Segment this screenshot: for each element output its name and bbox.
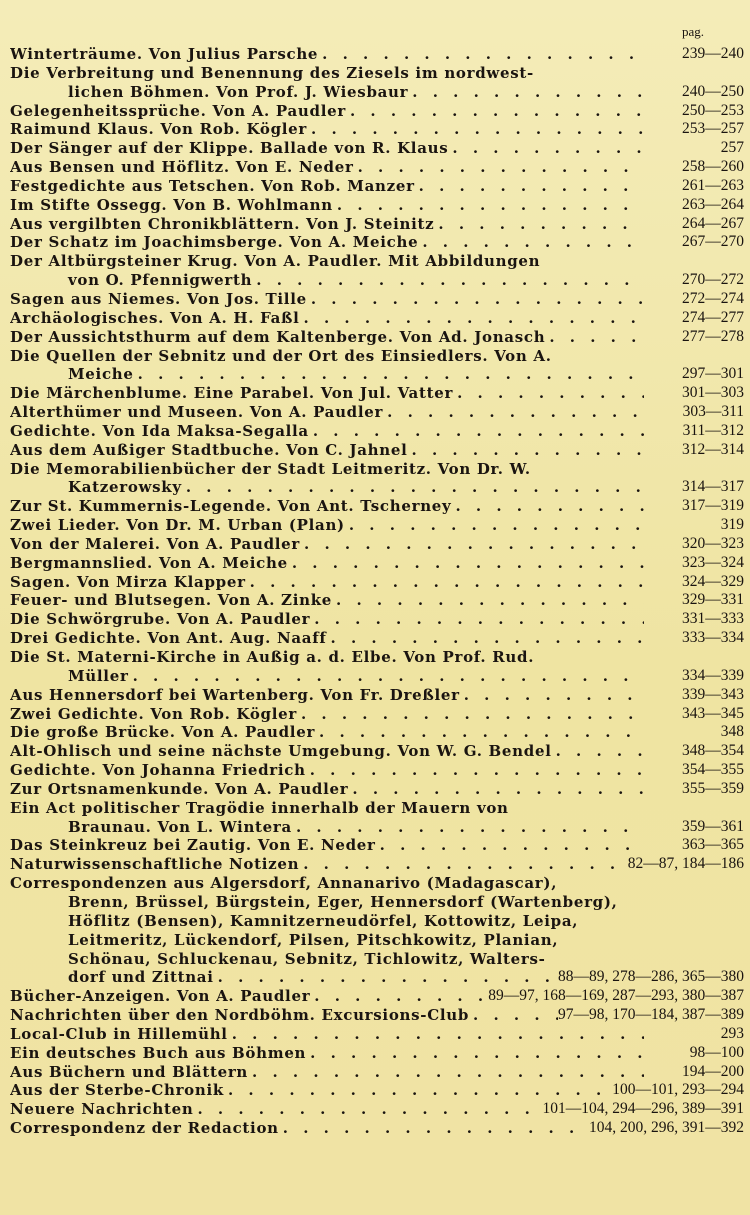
toc-entry-pages: 317—319 bbox=[682, 497, 744, 515]
toc-entry-pages: 100—101, 293—294 bbox=[612, 1081, 744, 1099]
dot-leader bbox=[451, 497, 644, 516]
dot-leader bbox=[333, 196, 644, 215]
toc-entry-title: Der Altbürgsteiner Krug. Von A. Paudler. Mit Abbildungen bbox=[10, 252, 541, 271]
toc-entry-title: Die Märchenblume. Eine Parabel. Von Jul. Vatter bbox=[10, 384, 454, 403]
dot-leader bbox=[332, 591, 644, 610]
toc-entry bbox=[10, 309, 744, 328]
toc-entry bbox=[10, 855, 744, 874]
toc-entry-title: Der Aussichtsthurm auf dem Kaltenberge. Von Ad. Jonasch bbox=[10, 327, 546, 346]
toc-entry bbox=[10, 780, 744, 799]
toc-entry bbox=[10, 196, 744, 215]
dot-leader bbox=[354, 158, 644, 177]
toc-entry-pages: 104, 200, 296, 391—392 bbox=[589, 1119, 744, 1137]
toc-entry-title: Aus Büchern und Blättern bbox=[10, 1062, 249, 1081]
toc-entry bbox=[10, 950, 744, 969]
dot-leader bbox=[299, 855, 628, 874]
toc-entry-title: Im Stifte Ossegg. Von B. Wohlmann bbox=[10, 195, 333, 214]
toc-entry-title: Brenn, Brüssel, Bürgstein, Eger, Hennersdorf (Wartenberg), bbox=[68, 892, 618, 911]
toc-entry bbox=[10, 441, 744, 460]
toc-entry-pages: 253—257 bbox=[682, 120, 744, 138]
toc-entry-pages: 334—339 bbox=[682, 666, 744, 684]
toc-entry-title: Die Verbreitung und Benennung des Ziesels im nordwest- bbox=[10, 63, 534, 82]
dot-leader bbox=[214, 968, 558, 987]
toc-entry bbox=[10, 1100, 744, 1119]
toc-entry bbox=[10, 667, 744, 686]
toc-entry bbox=[10, 987, 744, 1006]
toc-entry bbox=[10, 384, 744, 403]
toc-entry-title: Höflitz (Bensen), Kamnitzerneudörfel, Kottowitz, Leipa, bbox=[68, 911, 579, 930]
toc-entry-title: Feuer- und Blutsegen. Von A. Zinke bbox=[10, 591, 333, 610]
toc-entry-pages: 303—311 bbox=[682, 403, 744, 421]
toc-entry-title: Aus Bensen und Höflitz. Von E. Neder bbox=[10, 158, 354, 177]
toc-entry-title: Leitmeritz, Lückendorf, Pilsen, Pitschkowitz, Planian, bbox=[68, 930, 559, 949]
toc-entry-pages: 270—272 bbox=[682, 271, 744, 289]
toc-entry-pages: 82—87, 184—186 bbox=[627, 855, 744, 873]
toc-entry-pages: 331—333 bbox=[682, 610, 744, 628]
toc-entry-title: Die St. Materni-Kirche in Außig a. d. Elbe. Von Prof. Rud. bbox=[10, 648, 535, 666]
toc-entry-pages: 333—334 bbox=[682, 629, 744, 647]
toc-entry bbox=[10, 629, 744, 648]
dot-leader bbox=[248, 1063, 644, 1082]
toc-entry-pages: 297—301 bbox=[682, 365, 744, 383]
toc-entry-title: Das Steinkreuz bei Zautig. Von E. Neder bbox=[10, 836, 376, 855]
toc-entry bbox=[10, 460, 744, 479]
toc-entry bbox=[10, 554, 744, 573]
toc-entry bbox=[10, 1119, 744, 1138]
toc-entry-title: Die Quellen der Sebnitz und der Ort des Einsiedlers. Von A. bbox=[10, 346, 552, 365]
toc-entry bbox=[10, 1006, 744, 1025]
toc-entry-title: Gelegenheitssprüche. Von A. Paudler bbox=[10, 101, 346, 120]
toc-entry-pages: 343—345 bbox=[682, 704, 744, 722]
toc-entry bbox=[10, 139, 744, 158]
toc-entry-pages: 339—343 bbox=[682, 685, 744, 703]
toc-entry-title: Ein deutsches Buch aus Böhmen bbox=[10, 1043, 307, 1062]
toc-entry bbox=[10, 422, 744, 441]
toc-entry-title: Winterträume. Von Julius Parsche bbox=[10, 45, 319, 63]
dot-leader bbox=[288, 554, 644, 573]
toc-entry bbox=[10, 233, 744, 252]
toc-entry-title: lichen Böhmen. Von Prof. J. Wiesbaur bbox=[68, 82, 409, 101]
toc-entry-title: Local-Club in Hillemühl bbox=[10, 1024, 228, 1043]
toc-entry-title: Aus der Sterbe-Chronik bbox=[10, 1081, 224, 1100]
dot-leader bbox=[408, 83, 644, 102]
toc-entry bbox=[10, 761, 744, 780]
toc-entry bbox=[10, 912, 744, 931]
toc-entry-title: Nachrichten über den Nordböhm. Excursions-Club bbox=[10, 1006, 470, 1025]
toc-entry-pages: 194—200 bbox=[682, 1062, 744, 1080]
toc-entry-pages: 319 bbox=[720, 516, 744, 534]
toc-entry-title: Correspondenz der Redaction bbox=[10, 1119, 279, 1138]
dot-leader bbox=[306, 761, 644, 780]
toc-entry bbox=[10, 573, 744, 592]
toc-entry-title: Gedichte. Von Johanna Friedrich bbox=[10, 761, 306, 780]
toc-entry-pages: 263—264 bbox=[682, 195, 744, 213]
toc-entry-title: Von der Malerei. Von A. Paudler bbox=[10, 534, 301, 553]
toc-entry bbox=[10, 403, 744, 422]
toc-entry-title: Aus dem Außiger Stadtbuche. Von C. Jahnel bbox=[10, 440, 408, 459]
toc-entry bbox=[10, 535, 744, 554]
dot-leader bbox=[228, 1025, 644, 1044]
toc-entry-pages: 258—260 bbox=[682, 158, 744, 176]
toc-entry-pages: 354—355 bbox=[682, 761, 744, 779]
dot-leader bbox=[345, 516, 644, 535]
dot-leader bbox=[415, 177, 644, 196]
toc-entry bbox=[10, 799, 744, 818]
toc-entry-title: Müller bbox=[68, 666, 129, 685]
toc-entry bbox=[10, 64, 744, 83]
toc-entry bbox=[10, 328, 744, 347]
toc-entry-pages: 101—104, 294—296, 389—391 bbox=[542, 1100, 744, 1118]
toc-entry-title: Zur St. Kummernis-Legende. Von Ant. Tscherney bbox=[10, 497, 452, 516]
toc-entry bbox=[10, 893, 744, 912]
toc-entry-pages: 97—98, 170—184, 387—389 bbox=[558, 1006, 744, 1024]
toc-entry bbox=[10, 478, 744, 497]
toc-entry-title: Festgedichte aus Tetschen. Von Rob. Manzer bbox=[10, 176, 415, 195]
dot-leader bbox=[453, 384, 644, 403]
toc-entry bbox=[10, 705, 744, 724]
toc-entry-pages: 355—359 bbox=[682, 779, 744, 797]
toc-entry-title: Der Schatz im Joachimsberge. Von A. Meiche bbox=[10, 233, 419, 252]
toc-entry-title: Zwei Lieder. Von Dr. M. Urban (Plan) bbox=[10, 516, 345, 535]
toc-entry-pages: 293 bbox=[720, 1024, 744, 1042]
dot-leader bbox=[310, 610, 644, 629]
toc-entry-title: Ein Act politischer Tragödie innerhalb der Mauern von bbox=[10, 798, 509, 817]
toc-entry-title: Aus vergilbten Chronikblättern. Von J. Steinitz bbox=[10, 214, 435, 233]
toc-entry-title: Die Schwörgrube. Von A. Paudler bbox=[10, 610, 311, 629]
toc-entry bbox=[10, 516, 744, 535]
toc-entry-title: Naturwissenschaftliche Notizen bbox=[10, 855, 300, 874]
toc-entry bbox=[10, 347, 744, 366]
toc-entry bbox=[10, 252, 744, 271]
dot-leader bbox=[252, 271, 644, 290]
toc-entry-pages: 250—253 bbox=[682, 101, 744, 119]
toc-entry-pages: 261—263 bbox=[682, 176, 744, 194]
toc-entry-pages: 363—365 bbox=[682, 836, 744, 854]
toc-entry bbox=[10, 45, 744, 64]
toc-entry-title: Bücher-Anzeigen. Von A. Paudler bbox=[10, 987, 311, 1006]
dot-leader bbox=[418, 233, 644, 252]
toc-entry-pages: 274—277 bbox=[682, 308, 744, 326]
toc-entry-pages: 348 bbox=[720, 723, 744, 741]
toc-entry-title: Zur Ortsnamenkunde. Von A. Paudler bbox=[10, 779, 349, 798]
dot-leader bbox=[129, 667, 644, 686]
page-column-header: pag. bbox=[681, 24, 704, 39]
toc-entry-title: Katzerowsky bbox=[68, 478, 182, 497]
dot-leader bbox=[292, 818, 644, 837]
toc-entry-title: Meiche bbox=[68, 365, 134, 384]
dot-leader bbox=[346, 102, 644, 121]
toc-entry bbox=[10, 1063, 744, 1082]
toc-entry-title: Archäologisches. Von A. H. Faßl bbox=[10, 308, 300, 327]
toc-entry-pages: 264—267 bbox=[682, 214, 744, 232]
toc-entry-pages: 257 bbox=[720, 139, 744, 157]
toc-entry-title: Schönau, Schluckenau, Sebnitz, Tichlowitz, Walters- bbox=[68, 949, 546, 968]
dot-leader bbox=[307, 290, 644, 309]
toc-entry bbox=[10, 836, 744, 855]
dot-leader bbox=[315, 723, 644, 742]
toc-entry bbox=[10, 120, 744, 139]
toc-entry bbox=[10, 648, 744, 667]
dot-leader bbox=[307, 120, 644, 139]
dot-leader bbox=[246, 573, 644, 592]
dot-leader bbox=[300, 309, 644, 328]
dot-leader bbox=[376, 836, 644, 855]
toc-entry-pages: 267—270 bbox=[682, 233, 744, 251]
toc-entry-pages: 324—329 bbox=[682, 572, 744, 590]
toc-entry-pages: 89—97, 168—169, 287—293, 380—387 bbox=[488, 987, 744, 1005]
toc-entry-pages: 359—361 bbox=[682, 817, 744, 835]
toc-entry-title: Zwei Gedichte. Von Rob. Kögler bbox=[10, 704, 297, 723]
dot-leader bbox=[383, 403, 644, 422]
dot-leader bbox=[193, 1100, 542, 1119]
toc-entry-title: Gedichte. Von Ida Maksa-Segalla bbox=[10, 421, 309, 440]
toc-entry bbox=[10, 102, 744, 121]
dot-leader bbox=[309, 422, 644, 441]
dot-leader bbox=[306, 1044, 644, 1063]
toc-entry-title: Neuere Nachrichten bbox=[10, 1100, 194, 1119]
toc-entry-pages: 240—250 bbox=[682, 82, 744, 100]
toc-entry bbox=[10, 177, 744, 196]
dot-leader bbox=[182, 478, 644, 497]
toc-entry bbox=[10, 1025, 744, 1044]
toc-entry bbox=[10, 591, 744, 610]
dot-leader bbox=[469, 1006, 558, 1025]
toc-entry bbox=[10, 723, 744, 742]
toc-entry-title: Alterthümer und Museen. Von A. Paudler bbox=[10, 403, 384, 422]
dot-leader bbox=[300, 535, 644, 554]
toc-entry bbox=[10, 686, 744, 705]
toc-entry-pages: 314—317 bbox=[682, 478, 744, 496]
toc-entry bbox=[10, 968, 744, 987]
toc-entry-pages: 277—278 bbox=[682, 327, 744, 345]
toc-entry bbox=[10, 290, 744, 309]
toc-entry-title: Aus Hennersdorf bei Wartenberg. Von Fr. Dreßler bbox=[10, 685, 460, 704]
dot-leader bbox=[545, 328, 644, 347]
toc-entry bbox=[10, 83, 744, 102]
toc-entry-pages: 88—89, 278—286, 365—380 bbox=[558, 968, 744, 986]
toc-entry-pages: 301—303 bbox=[682, 384, 744, 402]
toc-entry bbox=[10, 271, 744, 290]
toc-entry-title: Die große Brücke. Von A. Paudler bbox=[10, 723, 316, 742]
toc-entry-title: Bergmannslied. Von A. Meiche bbox=[10, 553, 288, 572]
toc-entry-title: Drei Gedichte. Von Ant. Aug. Naaff bbox=[10, 629, 327, 648]
dot-leader bbox=[434, 215, 644, 234]
toc-entry-pages: 320—323 bbox=[682, 534, 744, 552]
toc-entry bbox=[10, 1081, 744, 1100]
toc-entry-pages: 311—312 bbox=[682, 421, 744, 439]
dot-leader bbox=[279, 1119, 589, 1138]
toc-entry bbox=[10, 215, 744, 234]
toc-entry-title: Die Memorabilienbücher der Stadt Leitmeritz. Von Dr. W. bbox=[10, 459, 531, 478]
toc-entry bbox=[10, 497, 744, 516]
toc-entry-pages: 348—354 bbox=[682, 742, 744, 760]
toc-entry-pages: 98—100 bbox=[689, 1043, 744, 1061]
toc-entry bbox=[10, 610, 744, 629]
toc-entry-pages: 272—274 bbox=[682, 289, 744, 307]
toc-entry bbox=[10, 931, 744, 950]
toc-entry bbox=[10, 365, 744, 384]
toc-entry-title: Sagen aus Niemes. Von Jos. Tille bbox=[10, 289, 307, 308]
toc-entry-title: Correspondenzen aus Algersdorf, Annanarivo (Madagascar), bbox=[10, 874, 558, 893]
toc-entry bbox=[10, 158, 744, 177]
dot-leader bbox=[310, 987, 488, 1006]
dot-leader bbox=[224, 1081, 612, 1100]
dot-leader bbox=[327, 629, 644, 648]
toc-entry-title: Braunau. Von L. Wintera bbox=[68, 817, 292, 836]
toc-entry-pages: 239—240 bbox=[682, 45, 744, 62]
toc-entry-pages: 312—314 bbox=[682, 440, 744, 458]
toc-entry bbox=[10, 818, 744, 837]
dot-leader bbox=[552, 742, 644, 761]
dot-leader bbox=[297, 705, 644, 724]
toc-entry-pages: 329—331 bbox=[682, 591, 744, 609]
toc-entry-title: Der Sänger auf der Klippe. Ballade von R. Klaus bbox=[10, 139, 449, 158]
toc-entry bbox=[10, 742, 744, 761]
toc-entry-title: dorf und Zittnai bbox=[68, 968, 214, 987]
toc-entry-title: Raimund Klaus. Von Rob. Kögler bbox=[10, 120, 308, 139]
toc-entry-title: Sagen. Von Mirza Klapper bbox=[10, 572, 246, 591]
dot-leader bbox=[460, 686, 644, 705]
toc-entry-pages: 323—324 bbox=[682, 553, 744, 571]
dot-leader bbox=[408, 441, 644, 460]
toc-entry-title: Alt-Ohlisch und seine nächste Umgebung. Von W. G. Bendel bbox=[10, 742, 552, 761]
table-of-contents bbox=[10, 45, 744, 1138]
dot-leader bbox=[348, 780, 644, 799]
toc-entry bbox=[10, 874, 744, 893]
toc-entry bbox=[10, 1044, 744, 1063]
dot-leader bbox=[134, 365, 644, 384]
toc-entry-title: von O. Pfennigwerth bbox=[68, 271, 253, 290]
dot-leader bbox=[318, 45, 644, 64]
dot-leader bbox=[448, 139, 644, 158]
